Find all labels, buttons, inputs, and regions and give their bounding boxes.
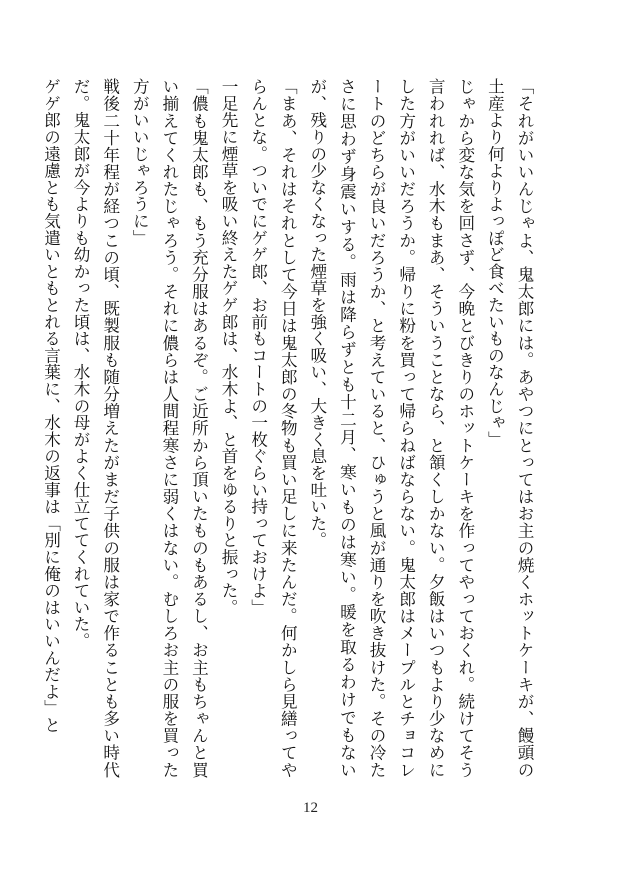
- paragraph: じゃから変な気を回さず、今晩とびきりのホットケーキを作ってやっておくれ。続けてそう言われれば、水木もまあ、そういうことなら、と頷くしかない。夕飯はいつもより少なめにした方がいいだろうか。帰りに粉を買って帰らねばならない。鬼太郎はメープルとチョコレートのどちらが良いだろうか、と考えていると、ひゅうと風が通りを吹き抜けた。その冷たさに思わず身震いする。雨は降らずとも十二月、寒いものは寒い。暖を取るわけでもないが、残りの少なくなった煙草を強く吸い、大きく息を吐いた。: [307, 78, 475, 778]
- paragraph: 「それがいいんじゃよ、鬼太郎には。あやつにとってはお主の焼くホットケーキが、饅頭の土産より何よりよっぽど食べたいものなんじゃ」: [485, 78, 534, 778]
- paragraph: 「儂も鬼太郎も、もう充分服はあるぞ。ご近所から頂いたものもあるし、お主もちゃんと買い揃えてくれたじゃろう。それに儂らは人間程寒さに弱くはない。むしろお主の服を買った方がいいじゃろうに」: [130, 78, 209, 778]
- vertical-text-body: [41, 78, 539, 778]
- page-number: 12: [303, 800, 318, 816]
- paragraph: 一足先に煙草を吸い終えたゲゲ郎は、水木よ、と首をゆるりと振った。: [219, 78, 239, 616]
- paragraph: 戦後二十年程が経つこの頃、既製服も随分増えたがまだ子供の服は家で作ることも多い時代だ。鬼太郎が今よりも幼かった頃は、水木の母がよく仕立ててくれていた。: [71, 78, 120, 778]
- paragraph: 「まあ、それはそれとして今日は鬼太郎の冬物も買い足しに来たんだ。何かしら見繕ってやらんとな。ついでにゲゲ郎、お前もコートの一枚ぐらい持っておけよ」: [248, 78, 298, 778]
- paragraph: ゲゲ郎の遠慮とも気遣いともとれる言葉に、水木の返事は「別に俺のはいいんだよ」と: [41, 78, 61, 734]
